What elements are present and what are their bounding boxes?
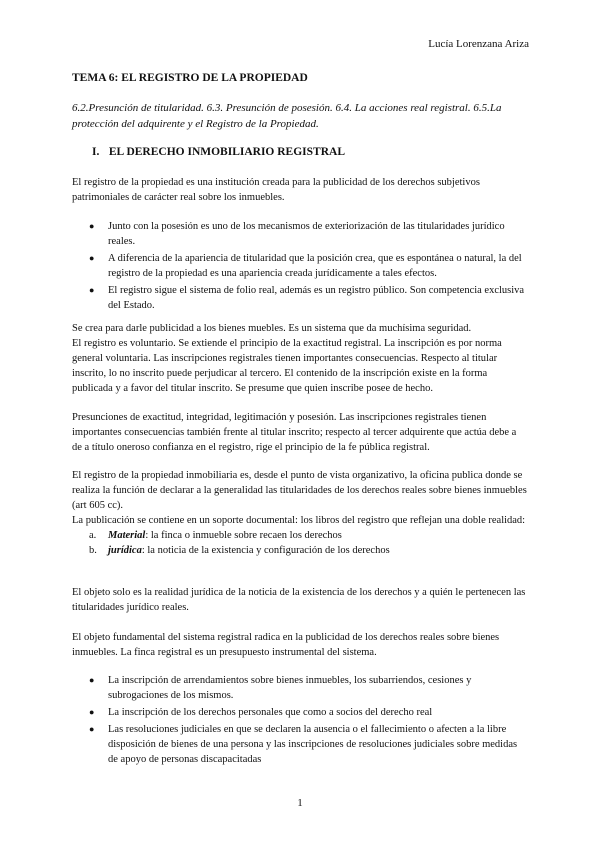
bullet-icon: ●	[89, 724, 95, 734]
list-item	[72, 543, 527, 558]
paragraph-intro: El registro de la propiedad es una institución creada para la publicidad de los derechos subjetivos patrimoniales de carácter real sobre los inmuebles.	[72, 177, 480, 203]
list-item-text: La inscripción de los derechos personales que como a socios del derecho real	[108, 707, 433, 718]
list-item-text: El registro sigue el sistema de folio real, además es un registro público. Son competencia exclusiva del Estado.	[108, 285, 525, 311]
paragraph-block-3	[72, 468, 527, 558]
list-marker: b.	[89, 545, 97, 556]
list-item-text: A diferencia de la apariencia de titularidad que la posición crea, que es espontánea o natural, la del registro de la propiedad es una apariencia creada jurídicamente a tales efectos.	[108, 253, 522, 279]
list-term: Material	[108, 530, 146, 541]
section-heading	[92, 146, 345, 158]
list-item	[72, 528, 527, 543]
bullet-icon: ●	[89, 285, 95, 295]
bullet-icon: ●	[89, 221, 95, 231]
page-number: 1	[297, 797, 303, 809]
list-item	[72, 722, 527, 767]
paragraph: La publicación se contiene en un soporte documental: los libros del registro que reflejan una doble realidad:	[72, 515, 526, 526]
section-number: I.	[92, 146, 100, 158]
list-term: jurídica	[108, 545, 142, 556]
alpha-list	[72, 528, 527, 558]
paragraph: El registro de la propiedad inmobiliaria es, desde el punto de vista organizativo, la oficina publica donde se realiza la función de declarar a la generalidad las titularidades de los derechos reales sobre bienes inmuebles (art 605 cc).	[72, 470, 527, 511]
section-label: EL DERECHO INMOBILIARIO REGISTRAL	[108, 146, 345, 158]
list-item	[72, 283, 527, 313]
list-item-text: La inscripción de arrendamientos sobre bienes inmuebles, los subarriendos, cesiones y subrogaciones de los mismos.	[108, 675, 472, 701]
bullet-icon: ●	[89, 707, 95, 717]
list-item-text: Las resoluciones judiciales en que se declaren la ausencia o el fallecimiento o afecten a la libre disposición de bienes de una persona y las inscripciones de resoluciones judiciales sobre medidas de apoyo de personas discapacitadas	[108, 724, 518, 765]
list-item-text: : la noticia de la existencia y configuración de los derechos	[141, 545, 390, 556]
bullet-list-1	[72, 219, 527, 315]
list-item	[72, 251, 527, 281]
paragraph-objeto: El objeto solo es la realidad jurídica de la noticia de la existencia de los derechos y a quién le pertenecen las titularidades jurídico reales.	[72, 587, 526, 613]
list-item	[72, 219, 527, 249]
paragraph-block-2	[72, 321, 527, 396]
paragraph-presunciones: Presunciones de exactitud, integridad, legitimación y posesión. Las inscripciones registrales tienen importantes consecuencias también frente al titular inscrito; respecto al tercer adquirente que actúa debe a de a título oneroso confianza en el registro, rige el principio de la fe pública registral.	[72, 412, 517, 453]
list-item	[72, 705, 527, 720]
paragraph: Se crea para darle publicidad a los bienes muebles. Es un sistema que da muchísima seguridad.	[72, 323, 472, 334]
list-item	[72, 673, 527, 703]
list-marker: a.	[89, 530, 97, 541]
list-item-text: : la finca o inmueble sobre recaen los derechos	[145, 530, 342, 541]
list-item-text: Junto con la posesión es uno de los mecanismos de exteriorización de las titularidades jurídico reales.	[108, 221, 505, 247]
bullet-list-2	[72, 673, 527, 769]
paragraph-objeto-fundamental: El objeto fundamental del sistema registral radica en la publicidad de los derechos reales sobre bienes inmuebles. La finca registral es un presupuesto instrumental del sistema.	[72, 632, 500, 658]
bullet-icon: ●	[89, 675, 95, 685]
bullet-icon: ●	[89, 253, 95, 263]
paragraph: El registro es voluntario. Se extiende el principio de la exactitud registral. La inscripción es por norma general voluntaria. Las inscripciones registrales tienen importantes consecuencias. Respecto al titular inscrito, lo no inscrito puede perjudicar al tercero. El contenido de la inscripción existe en la forma publicada y a favor del titular inscrito. Se presume que quien inscribe posee de hecho.	[72, 338, 502, 394]
document-subtitle: 6.2.Presunción de titularidad. 6.3. Presunción de posesión. 6.4. La acciones real registral. 6.5.La protección del adquirente y el Registro de la Propiedad.	[72, 102, 502, 130]
document-title: TEMA 6: EL REGISTRO DE LA PROPIEDAD	[72, 72, 308, 84]
author-name: Lucía Lorenzana Ariza	[428, 38, 529, 50]
